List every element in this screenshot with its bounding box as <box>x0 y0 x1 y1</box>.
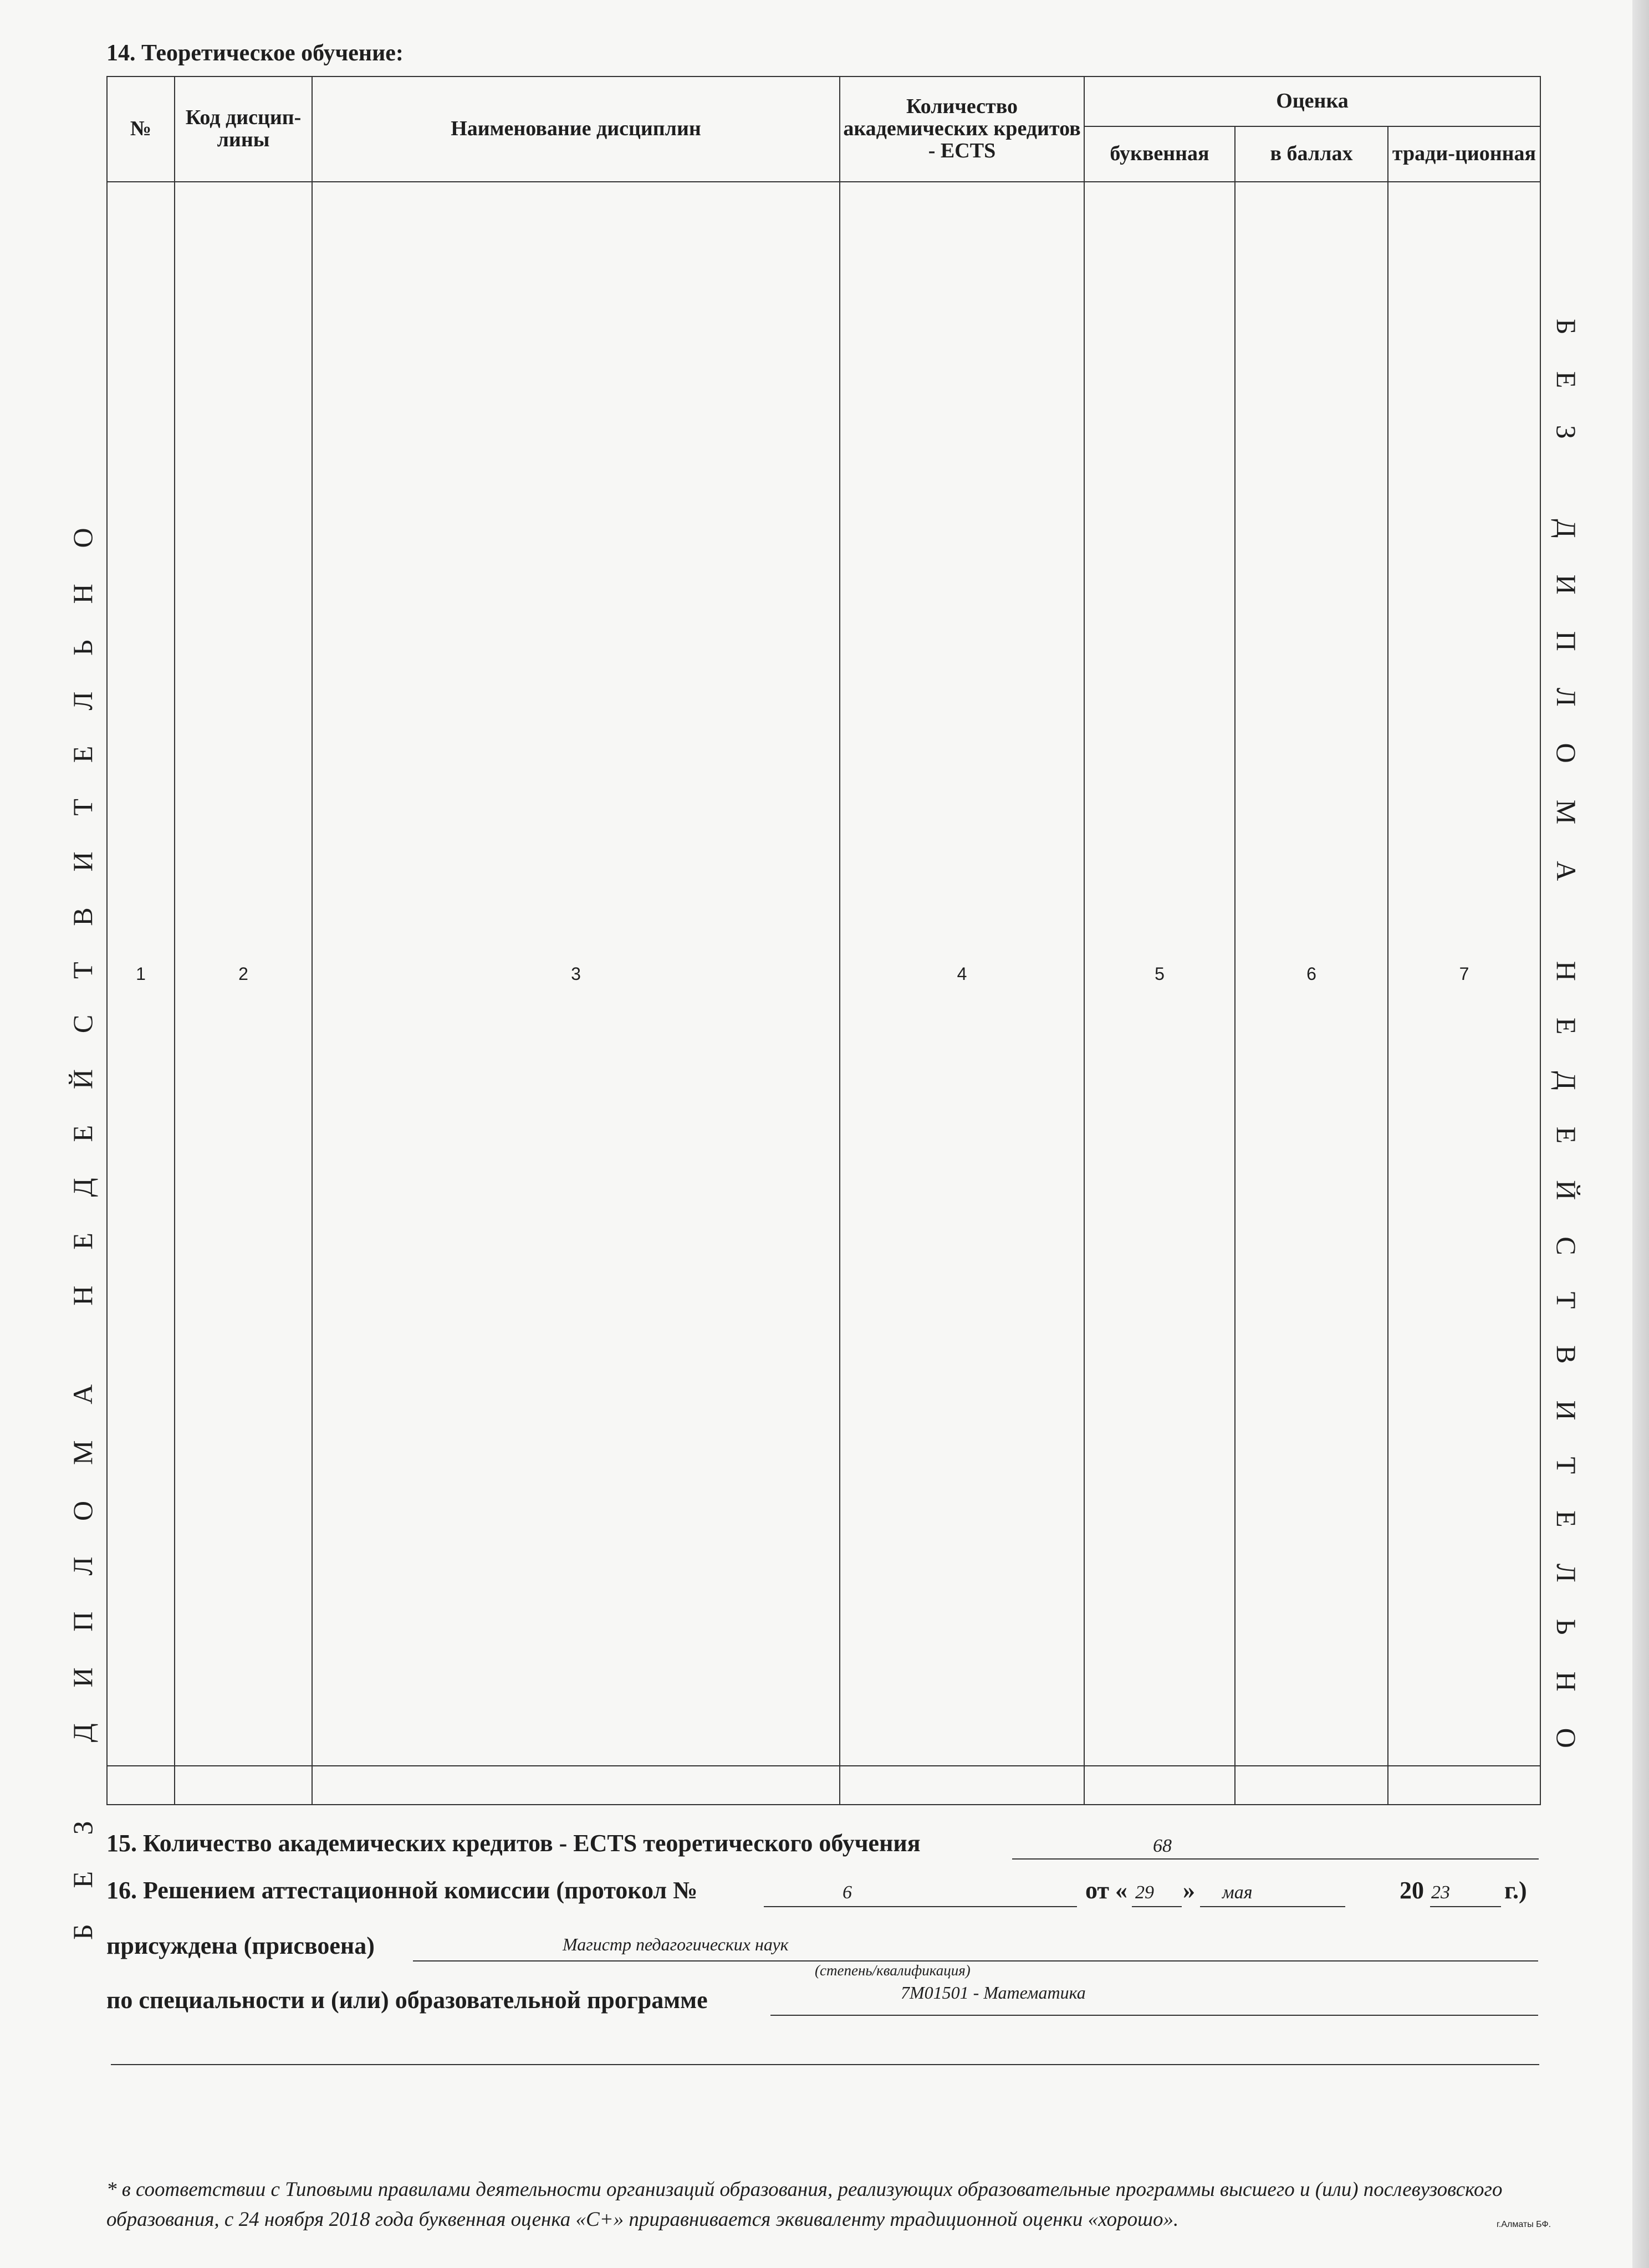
section-16-label: 16. Решением аттестационной комиссии (протокол № <box>106 1877 698 1904</box>
section-14-title: 14. Теоретическое обучение: <box>106 40 404 66</box>
specialty-label: по специальности и (или) образовательной программе <box>106 1986 708 2014</box>
protocol-number: 6 <box>843 1882 852 1903</box>
row-credits <box>840 1800 1084 1805</box>
header-num: № <box>107 76 175 182</box>
date-open: от « <box>1085 1877 1128 1904</box>
footnote: * в соответствии с Типовыми правилами деятельности организаций образования, реализующих образовательные программы высшего и (или) послевузовского образования, с 24 ноября 2018 года буквенная оценка «C+» приравнивается эквиваленту традиционной оценки «хорошо». <box>106 2178 1503 2231</box>
specialty-underline <box>770 1998 1538 2016</box>
header-points: в баллах <box>1235 126 1388 182</box>
year-suffix: 23 <box>1431 1882 1450 1903</box>
column-number: 5 <box>1084 182 1235 1766</box>
column-num <box>108 1766 174 1804</box>
section-15-label: 15. Количество академических кредитов - ECTS теоретического обучения <box>106 1830 921 1857</box>
column-number-row <box>107 182 1540 1766</box>
section-15-underline <box>1012 1842 1539 1860</box>
header-code: Код дисцип-лины <box>175 76 312 182</box>
column-number: 7 <box>1388 182 1540 1766</box>
awarded-caption: (степень/квалификация) <box>815 1962 971 1979</box>
specialty-value: 7М01501 - Математика <box>901 1983 1086 2003</box>
header-letter: буквенная <box>1084 126 1235 182</box>
column-letter <box>1085 1766 1234 1804</box>
date-close-quote: » <box>1183 1877 1195 1904</box>
column-code <box>175 1766 312 1804</box>
year-prefix: 20 <box>1400 1877 1424 1904</box>
column-name <box>313 1766 839 1804</box>
grades-table <box>106 76 1541 1805</box>
column-points <box>1236 1766 1387 1804</box>
row-name <box>313 1800 839 1805</box>
protocol-underline <box>764 1889 1077 1907</box>
column-number: 4 <box>840 182 1084 1766</box>
side-text-right: БЕЗ ДИПЛОМА НЕДЕЙСТВИТЕЛЬНО <box>1551 319 1582 1785</box>
column-number: 3 <box>312 182 840 1766</box>
header-credits: Количество академических кредитов - ECTS <box>840 76 1084 182</box>
column-number: 2 <box>175 182 312 1766</box>
date-month: мая <box>1222 1882 1253 1903</box>
column-number: 6 <box>1235 182 1388 1766</box>
side-text-left: БЕЗ ДИПЛОМА НЕДЕЙСТВИТЕЛЬНО <box>67 492 98 1940</box>
table-body <box>107 1766 1540 1805</box>
row-points <box>1236 1800 1387 1805</box>
printer-mark: г.Алматы БФ. <box>1497 2220 1551 2229</box>
header-grade-group: Оценка <box>1084 76 1540 126</box>
column-credits <box>840 1766 1084 1804</box>
row-code <box>175 1800 312 1805</box>
row-traditional-grade <box>1388 1800 1540 1805</box>
date-day: 29 <box>1135 1882 1154 1903</box>
awarded-label: присуждена (присвоена) <box>106 1932 375 1959</box>
row-number <box>108 1800 174 1805</box>
awarded-value: Магистр педагогических наук <box>563 1934 789 1954</box>
page-edge <box>1632 0 1649 2268</box>
year-end: г.) <box>1504 1877 1527 1904</box>
header-name: Наименование дисциплин <box>312 76 840 182</box>
extra-underline <box>111 2049 1539 2065</box>
column-number: 1 <box>107 182 175 1766</box>
row-letter-grade <box>1085 1800 1234 1805</box>
section-15-value: 68 <box>1153 1836 1172 1856</box>
column-traditional <box>1388 1766 1540 1804</box>
header-traditional: тради-ционная <box>1388 126 1540 182</box>
